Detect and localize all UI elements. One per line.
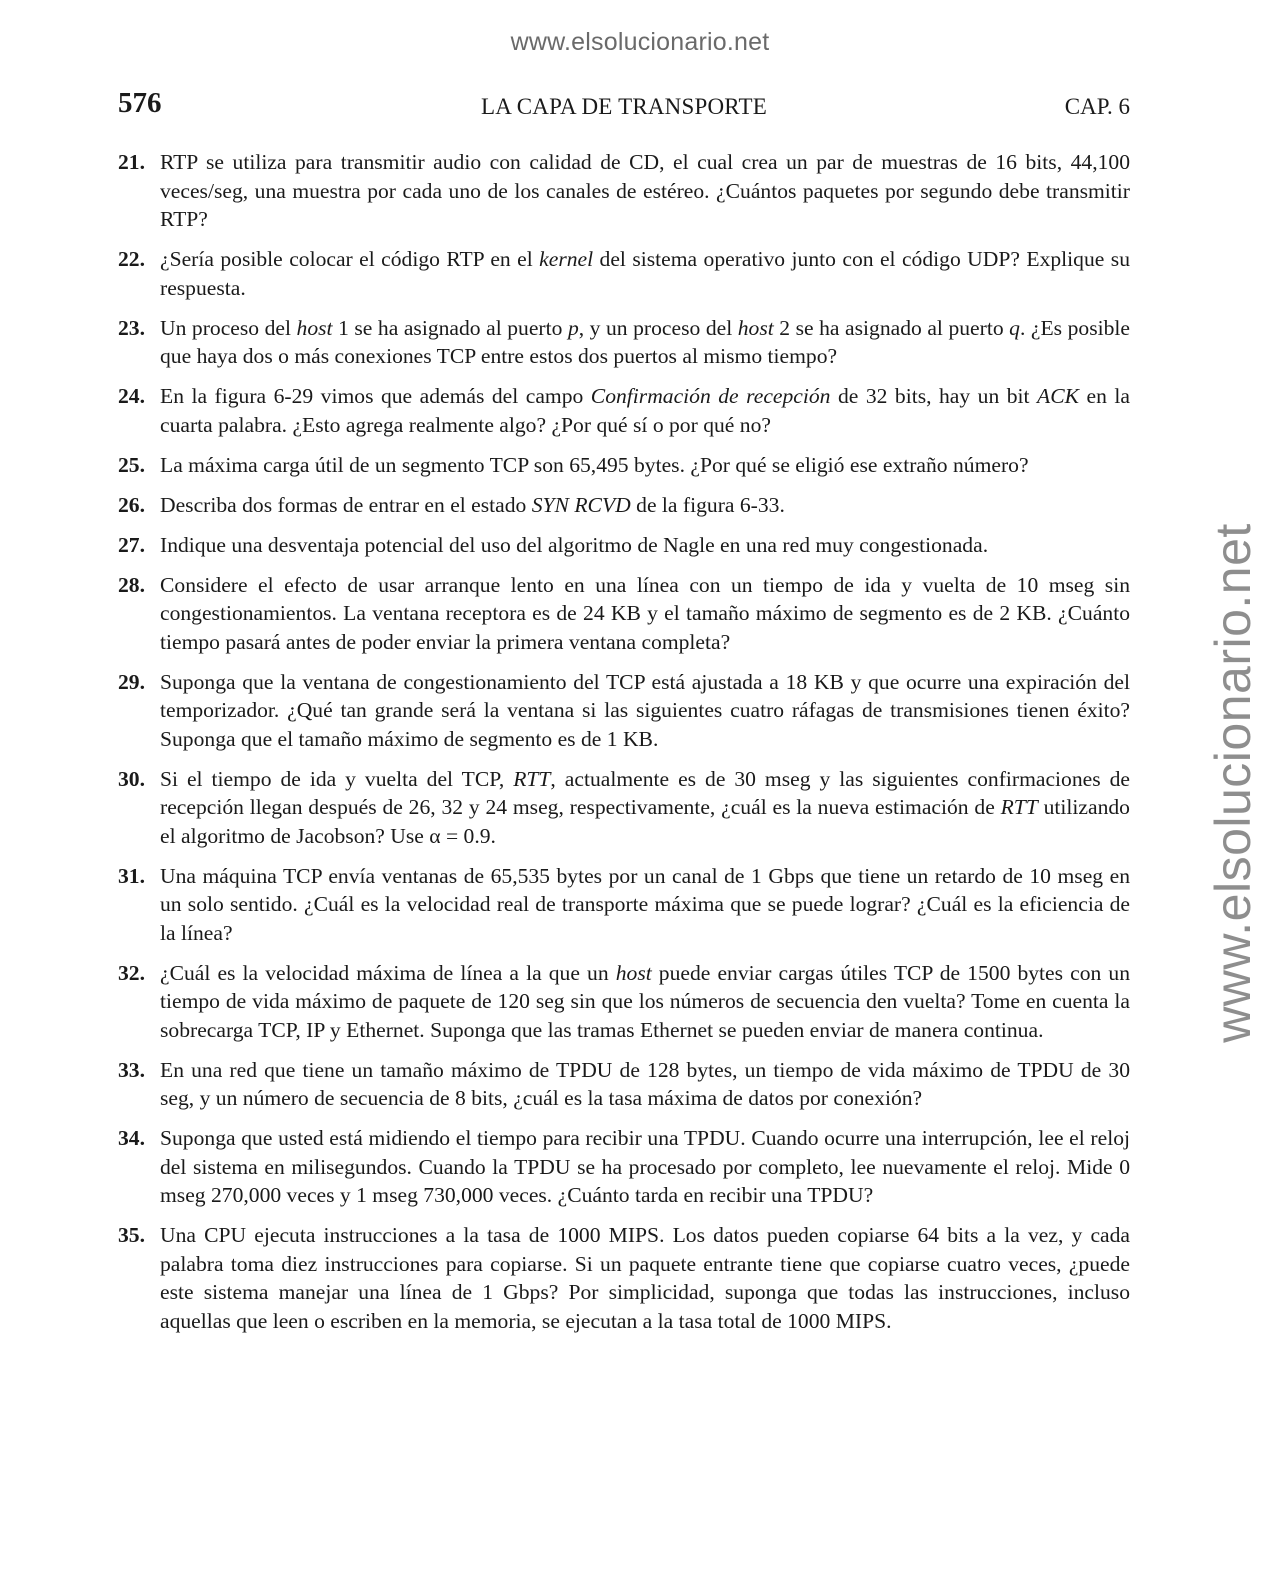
- problem-number: 27.: [118, 532, 145, 557]
- problem-text: [160, 245, 1130, 302]
- problem-item: [118, 862, 1130, 948]
- problem-text: [160, 1221, 1130, 1335]
- problem-text-segment: en la cuarta palabra. ¿Esto agrega realmente algo? ¿Por qué sí o por qué no?: [160, 384, 1130, 437]
- problem-text-italic: ACK: [1037, 384, 1080, 408]
- problem-text-segment: . ¿Es posible que haya dos o más conexiones TCP entre estos dos puertos al mismo tiempo?: [160, 315, 1130, 368]
- problem-text-italic: host: [737, 315, 774, 340]
- problem-text-segment: , actualmente es de 30 mseg y las siguientes confirmaciones de recepción llegan después de 26, 32 y 24 mseg, respectivamente, ¿cuál es la nueva estimación de: [160, 766, 1130, 819]
- problem-text: [160, 765, 1130, 851]
- problem-number: 22.: [118, 247, 145, 271]
- problem-text-segment: puede enviar cargas útiles TCP de 1500 bytes con un tiempo de vida máximo de paquete de 120 seg sin que los números de secuencia den vuelta? Tome en cuenta la sobrecarga TCP, IP y Ethernet. Suponga que las tramas Ethernet se pueden enviar de manera continua.: [160, 960, 1130, 1042]
- problem-number: 32.: [118, 960, 145, 985]
- problem-text-segment: del sistema operativo junto con el código UDP? Explique su respuesta.: [160, 247, 1130, 300]
- problem-text-segment: Una máquina TCP envía ventanas de 65,535 bytes por un canal de 1 Gbps que tiene un retardo de 10 mseg en un solo sentido. ¿Cuál es la velocidad real de transporte máxima que se puede lograr? ¿Cuál es la eficiencia de la línea?: [160, 863, 1130, 945]
- problem-item: [118, 1124, 1130, 1210]
- problem-text-segment: Describa dos formas de entrar en el estado: [160, 492, 532, 517]
- problem-list: [118, 148, 1130, 1347]
- problem-item: [118, 571, 1130, 657]
- problem-text-segment: de 32 bits, hay un bit: [830, 384, 1038, 408]
- problem-text-segment: Suponga que usted está midiendo el tiempo para recibir una TPDU. Cuando ocurre una interrupción, lee el reloj del sistema en milisegundos. Cuando la TPDU se ha procesado por completo, lee nuevamente el reloj. Mide 0 mseg 270,000 veces y 1 mseg 730,000 veces. ¿Cuánto tarda en recibir una TPDU?: [160, 1126, 1130, 1207]
- problem-text-italic: RTT: [1000, 795, 1038, 819]
- chapter-label: CAP. 6: [1064, 94, 1130, 119]
- problem-text-segment: utilizando el algoritmo de Jacobson? Use α = 0.9.: [160, 795, 1130, 848]
- problem-text-segment: En la figura 6-29 vimos que además del campo: [160, 384, 591, 408]
- problem-text-italic: RTT: [513, 766, 551, 791]
- problem-item: [118, 959, 1130, 1045]
- problem-text: [160, 531, 1130, 560]
- problem-item: [118, 765, 1130, 851]
- problem-text-italic: Confirmación de recepción: [590, 384, 831, 408]
- problem-text-segment: Si el tiempo de ida y vuelta del TCP,: [160, 766, 514, 791]
- problem-text-italic: kernel: [539, 247, 594, 271]
- problem-number: 24.: [118, 384, 145, 408]
- problem-item: [118, 382, 1130, 439]
- problem-text-italic: q: [1009, 315, 1020, 340]
- problem-text: [160, 451, 1130, 480]
- problem-item: [118, 1221, 1130, 1335]
- problem-text-segment: Indique una desventaja potencial del uso del algoritmo de Nagle en una red muy congestionada.: [160, 532, 989, 557]
- problem-text: [160, 491, 1130, 520]
- problem-text-segment: Considere el efecto de usar arranque lento en una línea con un tiempo de ida y vuelta de 10 mseg sin congestionamientos. La ventana receptora es de 24 KB y el tamaño máximo de segmento es de 2 KB. ¿Cuánto tiempo pasará antes de poder enviar la primera ventana completa?: [160, 572, 1130, 654]
- problem-text-segment: Suponga que la ventana de congestionamiento del TCP está ajustada a 18 KB y que ocurre una expiración del temporizador. ¿Qué tan grande será la ventana si las siguientes cuatro ráfagas de transmisiones tienen éxito? Suponga que el tamaño máximo de segmento es de 1 KB.: [160, 669, 1130, 751]
- problem-item: [118, 148, 1130, 234]
- problem-item: [118, 668, 1130, 754]
- problem-text-segment: Una CPU ejecuta instrucciones a la tasa de 1000 MIPS. Los datos pueden copiarse 64 bits a la vez, y cada palabra toma diez instrucciones para copiarse. Si un paquete entrante tiene que copiarse cuatro veces, ¿puede este sistema manejar una línea de 1 Gbps? Por simplicidad, suponga que todas las instrucciones, incluso aquellas que leen o escriben en la memoria, se ejecutan a la tasa total de 1000 MIPS.: [160, 1223, 1130, 1333]
- problem-number: 26.: [118, 492, 145, 517]
- problem-item: [118, 491, 1130, 520]
- problem-text-italic: SYN RCVD: [531, 492, 631, 517]
- problem-text: [160, 148, 1130, 234]
- problem-text: [160, 959, 1130, 1045]
- problem-number: 28.: [118, 572, 145, 597]
- problem-number: 23.: [118, 315, 145, 340]
- problem-text-segment: La máxima carga útil de un segmento TCP son 65,495 bytes. ¿Por qué se eligió ese extraño número?: [160, 452, 1029, 477]
- chapter-title: LA CAPA DE TRANSPORTE: [481, 94, 767, 119]
- problem-text-segment: 1 se ha asignado al puerto: [332, 315, 568, 340]
- problem-item: [118, 531, 1130, 560]
- problem-item: [118, 1056, 1130, 1113]
- running-head: [118, 86, 1130, 126]
- problem-text-segment: 2 se ha asignado al puerto: [773, 315, 1010, 340]
- problem-item: [118, 245, 1130, 302]
- watermark-side: www.elsolucionario.net: [1205, 523, 1261, 1043]
- page-number: 576: [118, 87, 162, 119]
- problem-item: [118, 451, 1130, 480]
- problem-number: 21.: [118, 150, 145, 174]
- problem-text: [160, 862, 1130, 948]
- problem-text: [160, 1056, 1130, 1113]
- problem-text-segment: Un proceso del: [160, 315, 297, 340]
- problem-number: 31.: [118, 863, 145, 888]
- watermark-top: www.elsolucionario.net: [510, 28, 770, 56]
- problem-text: [160, 382, 1130, 439]
- problem-number: 25.: [118, 452, 145, 477]
- problem-number: 34.: [118, 1126, 145, 1150]
- problem-text: [160, 571, 1130, 657]
- problem-text-italic: host: [615, 960, 652, 985]
- problem-text-segment: RTP se utiliza para transmitir audio con calidad de CD, el cual crea un par de muestras de 16 bits, 44,100 veces/seg, una muestra por cada uno de los canales de estéreo. ¿Cuántos paquetes por segundo debe transmitir RTP?: [160, 150, 1130, 231]
- problem-text: [160, 668, 1130, 754]
- problem-text-segment: En una red que tiene un tamaño máximo de TPDU de 128 bytes, un tiempo de vida máximo de TPDU de 30 seg, y un número de secuencia de 8 bits, ¿cuál es la tasa máxima de datos por conexión?: [160, 1057, 1130, 1110]
- problem-text: [160, 1124, 1130, 1210]
- problem-number: 33.: [118, 1057, 145, 1082]
- problem-text-segment: , y un proceso del: [578, 315, 738, 340]
- problem-text-italic: p: [567, 315, 579, 340]
- problem-text-segment: ¿Sería posible colocar el código RTP en el: [160, 247, 540, 271]
- problem-text: [160, 314, 1130, 371]
- problem-number: 35.: [118, 1223, 145, 1247]
- problem-text-segment: de la figura 6-33.: [630, 492, 785, 517]
- problem-text-segment: ¿Cuál es la velocidad máxima de línea a la que un: [160, 960, 616, 985]
- problem-text-italic: host: [296, 315, 333, 340]
- problem-number: 30.: [118, 766, 145, 791]
- problem-item: [118, 314, 1130, 371]
- problem-number: 29.: [118, 669, 145, 694]
